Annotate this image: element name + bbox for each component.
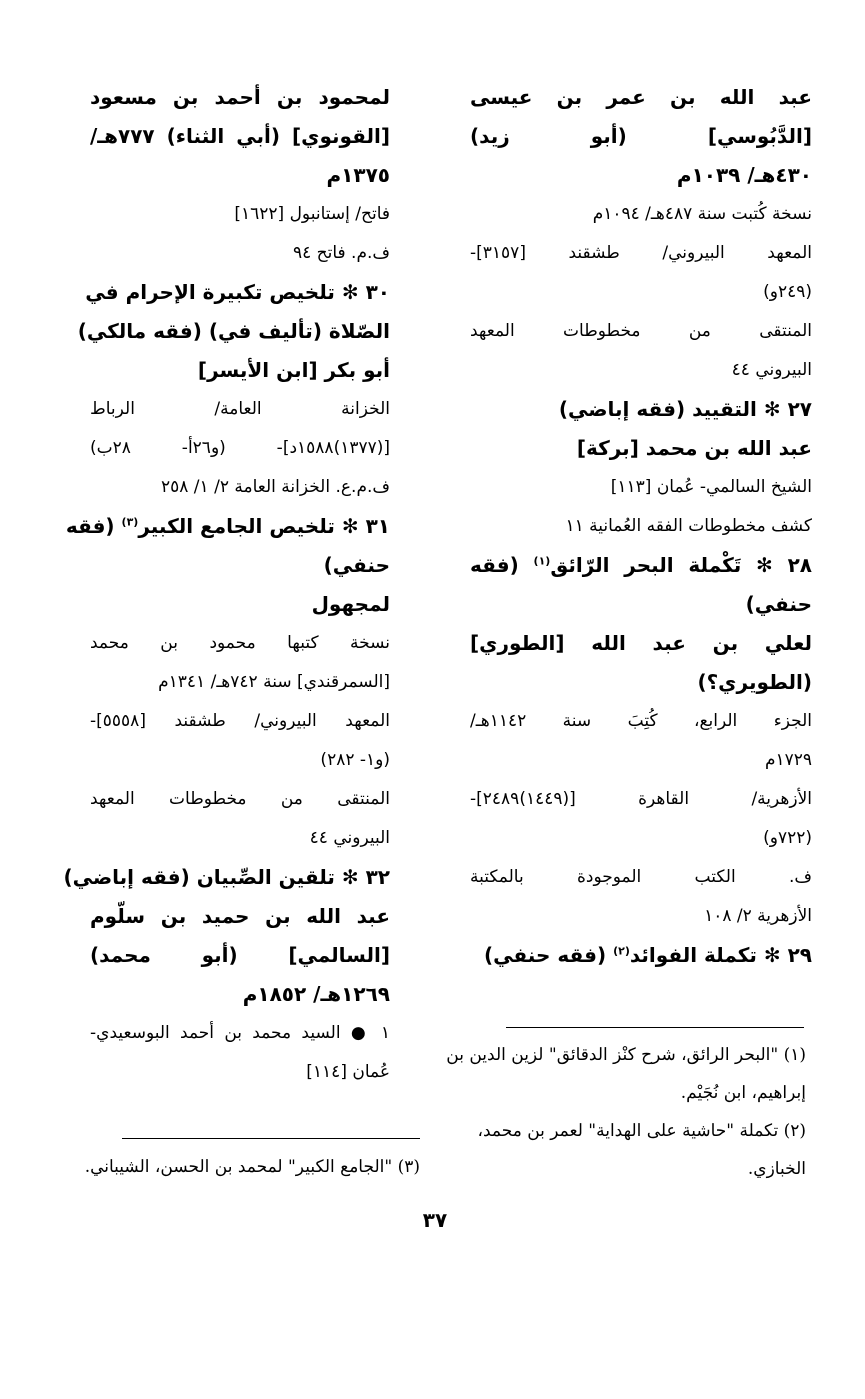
line-text: ف. الكتب الموجودة بالمكتبة	[470, 867, 812, 887]
right-column-line	[470, 429, 812, 468]
line-text: [الدَّبُوسي] (أبو زيد)	[470, 124, 812, 148]
left-column-line	[90, 702, 390, 741]
line-text: لعلي بن عبد الله [الطوري]	[470, 631, 812, 655]
right-column-line	[470, 351, 812, 390]
line-text: الأزهرية/ القاهرة [(١٤٤٩)٢٤٨٩]-	[470, 789, 812, 809]
left-column-line	[90, 390, 390, 429]
left-column-line	[90, 117, 390, 156]
line-text: ٢٨ ✻ تَكْملة البحر الرّائق	[550, 553, 812, 577]
footnotes-right	[446, 1036, 806, 1188]
left-column-line	[65, 507, 390, 546]
right-column-line	[470, 858, 812, 897]
left-column-line	[90, 741, 390, 780]
right-column-line	[470, 507, 812, 546]
line-text: عبد الله بن عمر بن عيسى	[470, 85, 812, 109]
right-column-line	[470, 156, 812, 195]
right-column-line	[470, 117, 812, 156]
left-column-line	[77, 312, 390, 351]
footnote-marker: (٣)	[121, 515, 139, 529]
right-column-line	[470, 273, 812, 312]
right-column-line	[470, 234, 812, 273]
left-column-line	[85, 273, 390, 312]
line-text: ١٧٢٩م	[764, 750, 812, 770]
line-text: الخبازي.	[747, 1159, 806, 1179]
line-text: كشف مخطوطات الفقه العُمانية ١١	[565, 516, 812, 536]
right-column-line	[470, 585, 812, 624]
line-text: (و١- ٢٨٢)	[320, 750, 390, 770]
right-column-line	[470, 390, 812, 429]
line-text: (٧٢٢و)	[763, 828, 812, 848]
line-text: (٢) تكملة "حاشية على الهداية" لعمر بن محمد،	[477, 1121, 806, 1141]
line-text: البيروني ٤٤	[309, 828, 390, 848]
right-column-line	[470, 468, 812, 507]
line-text: الشيخ السالمي- عُمان [١١٣]	[610, 477, 812, 497]
right-column	[470, 78, 812, 975]
line-text: الخزانة العامة/ الرباط	[90, 399, 390, 419]
right-column-line	[470, 195, 812, 234]
left-column-line	[90, 624, 390, 663]
left-column-line	[90, 780, 390, 819]
line-text: فاتح/ إستانبول [١٦٢٢]	[234, 204, 390, 224]
footnotes-right-line	[472, 1112, 806, 1150]
line-text: ١٣٧٥م	[326, 163, 390, 187]
right-column-line	[470, 897, 812, 936]
line-text: ٢٧ ✻ التقييد (فقه إباضي)	[558, 397, 812, 421]
right-column-line	[470, 663, 812, 702]
left-column	[63, 78, 390, 1092]
left-column-line	[63, 858, 390, 897]
line-text: [(١٣٧٧)١٥٨٨د]- (و٢٦أ- ٢٨ب)	[90, 438, 390, 458]
footnotes-right-line	[446, 1036, 806, 1074]
left-column-line	[90, 351, 390, 390]
footnote-marker: (٢)	[613, 944, 630, 958]
left-column-line	[90, 1053, 390, 1092]
footnotes-left-line	[84, 1148, 420, 1186]
footnote-rule-left	[122, 1138, 420, 1139]
left-column-line	[90, 819, 390, 858]
line-text: حنفي)	[745, 592, 812, 616]
footnotes-right-line	[472, 1074, 806, 1112]
line-text: عبد الله بن محمد [بركة]	[576, 436, 812, 460]
left-column-line	[90, 546, 390, 585]
left-column-line	[90, 975, 390, 1014]
line-text: ف.م. فاتح ٩٤	[292, 243, 390, 263]
line-text: عبد الله بن حميد بن سلّوم	[90, 904, 390, 928]
line-text: حنفي)	[323, 553, 390, 577]
line-text: ٤٣٠هـ/ ١٠٣٩م	[676, 163, 812, 187]
line-text: لمحمود بن أحمد بن مسعود	[90, 85, 390, 109]
right-column-line	[470, 78, 812, 117]
line-text: [القونوي] (أبي الثناء) ٧٧٧هـ/	[90, 124, 390, 148]
footnote-marker: (١)	[533, 554, 551, 568]
line-text: (١) "البحر الرائق، شرح كنْز الدقائق" لزين الدين بن	[446, 1045, 806, 1065]
line-text: المعهد البيروني/ طشقند [٣١٥٧]-	[470, 243, 812, 263]
left-column-line	[90, 468, 390, 507]
left-column-line	[90, 1014, 390, 1053]
line-text: عُمان [١١٤]	[306, 1062, 390, 1082]
line-text: ١ ● السيد محمد بن أحمد البوسعيدي-	[90, 1023, 390, 1043]
line-text: المعهد البيروني/ طشقند [٥٥٥٨]-	[90, 711, 390, 731]
line-text: ٣٢ ✻ تلقين الصِّبيان (فقه إباضي)	[63, 865, 390, 889]
line-text: (الطويري؟)	[697, 670, 812, 694]
line-text-after: (فقه	[65, 514, 122, 538]
line-text: الصّلاة (تأليف في) (فقه مالكي)	[77, 319, 390, 343]
left-column-line	[90, 663, 390, 702]
footnotes-left	[84, 1148, 420, 1186]
right-column-line	[470, 741, 812, 780]
left-column-line	[90, 156, 390, 195]
right-column-line	[470, 780, 812, 819]
left-column-line	[90, 78, 390, 117]
line-text: نسخة كُتبت سنة ٤٨٧هـ/ ١٠٩٤م	[592, 204, 812, 224]
line-text: ١٢٦٩هـ/ ١٨٥٢م	[242, 982, 390, 1006]
line-text: المنتقى من مخطوطات المعهد	[90, 789, 390, 809]
left-column-line	[90, 195, 390, 234]
line-text: الأزهرية ٢/ ١٠٨	[704, 906, 812, 926]
page-number: ٣٧	[422, 1208, 448, 1232]
line-text: ٢٩ ✻ تكملة الفوائد	[629, 943, 812, 967]
line-text: إبراهيم، ابن نُجَيْم.	[680, 1083, 806, 1103]
line-text: لمجهول	[311, 592, 390, 616]
line-text: أبو بكر [ابن الأيسر]	[197, 358, 390, 382]
line-text: الجزء الرابع، كُتِبَ سنة ١١٤٢هـ/	[470, 711, 812, 731]
right-column-line	[470, 702, 812, 741]
right-column-line	[470, 546, 812, 585]
line-text-after: (فقه	[470, 553, 534, 577]
line-text: [السمرقندي] سنة ٧٤٢هـ/ ١٣٤١م	[158, 672, 390, 692]
line-text: البيروني ٤٤	[731, 360, 812, 380]
left-column-line	[90, 585, 390, 624]
left-column-line	[90, 429, 390, 468]
line-text: ف.م.ع. الخزانة العامة ٢/ ١/ ٢٥٨	[160, 477, 390, 497]
line-text: ٣١ ✻ تلخيص الجامع الكبير	[138, 514, 390, 538]
right-column-line	[470, 624, 812, 663]
left-column-line	[90, 234, 390, 273]
line-text: نسخة كتبها محمود بن محمد	[90, 633, 390, 653]
right-column-line	[470, 312, 812, 351]
right-column-line	[470, 936, 812, 975]
line-text: (٣) "الجامع الكبير" لمحمد بن الحسن، الشيباني.	[84, 1157, 420, 1177]
left-column-line	[90, 936, 390, 975]
left-column-line	[90, 897, 390, 936]
footnote-rule-right	[506, 1027, 804, 1028]
line-text: المنتقى من مخطوطات المعهد	[470, 321, 812, 341]
line-text: (٢٤٩و)	[763, 282, 812, 302]
line-text: [السالمي] (أبو محمد)	[90, 943, 390, 967]
line-text: ٣٠ ✻ تلخيص تكبيرة الإحرام في	[85, 280, 390, 304]
line-text-after: (فقه حنفي)	[484, 943, 614, 967]
right-column-line	[470, 819, 812, 858]
footnotes-right-line	[472, 1150, 806, 1188]
